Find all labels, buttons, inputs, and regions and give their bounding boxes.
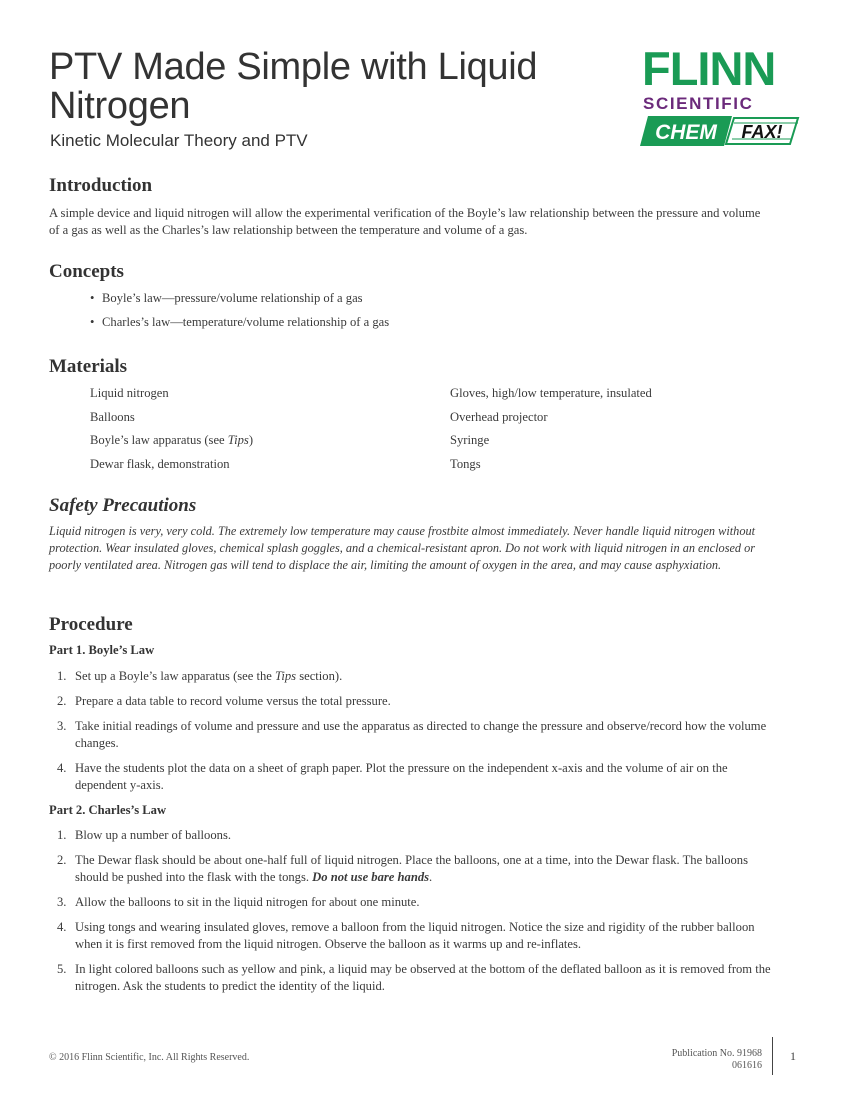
chemfax-fax-text: FAX! [741, 122, 783, 142]
document-subtitle: Kinetic Molecular Theory and PTV [50, 131, 308, 150]
publication-number: Publication No. 91968 [671, 1048, 762, 1059]
step-number: 3. [57, 719, 67, 733]
footer-divider [772, 1037, 773, 1075]
materials-row [90, 456, 750, 480]
logo-flinn-text: FLINN [642, 42, 776, 95]
material-item [90, 432, 253, 449]
step-number: 4. [57, 761, 67, 775]
concepts-list [90, 290, 389, 338]
concept-item: • Boyle’s law—pressure/volume relationship of a gas [90, 291, 363, 305]
procedure-step [49, 718, 779, 752]
step-text-part: The Dewar flask should be about one-half full of liquid nitrogen. Place the balloons, one at a time, into the Dewar flask. The balloons should be pushed into the flask with the tongs. [75, 853, 749, 884]
warning-text: Do not use bare hands [312, 870, 430, 884]
material-item: Overhead projector [450, 409, 548, 424]
part2-steps [49, 827, 779, 1003]
procedure-step [49, 894, 779, 911]
safety-heading: Safety Precautions [49, 495, 197, 516]
material-text: Boyle’s law apparatus (see [90, 433, 228, 447]
step-text: Blow up a number of balloons. [75, 828, 232, 842]
introduction-heading: Introduction [49, 175, 153, 196]
material-item: Liquid nitrogen [90, 386, 169, 400]
materials-row [90, 409, 750, 433]
tips-reference: Tips [275, 669, 297, 683]
concept-item: • Charles’s law—temperature/volume relationship of a gas [90, 315, 390, 329]
safety-text: Liquid nitrogen is very, very cold. The extremely low temperature may cause frostbite almost immediately. Never handle liquid nitrogen without protection. Wear insulated gloves, chemical splash goggles, and a chemical-resistant apron. Do not work with liquid nitrogen in an enclosed or poorly ventilated area. Nitrogen gas will tend to displace the air, limiting the amount of oxygen in the area, and may cause asphyxiation. [49, 524, 756, 572]
materials-row [90, 432, 750, 456]
step-text: Allow the balloons to sit in the liquid nitrogen for about one minute. [75, 895, 420, 909]
chemfax-badge [640, 114, 800, 150]
step-text-part: . [429, 870, 433, 884]
material-text: ) [248, 433, 254, 447]
material-item: Syringe [450, 433, 490, 447]
step-number: 3. [57, 895, 67, 909]
step-number: 1. [57, 669, 67, 683]
step-text: Take initial readings of volume and pressure and use the apparatus as directed to change the pressure and observe/record how the volume changes. [75, 719, 767, 750]
procedure-heading: Procedure [49, 614, 133, 635]
materials-table [90, 385, 750, 479]
step-number: 1. [57, 828, 67, 842]
step-number: 4. [57, 920, 67, 934]
material-item: Dewar flask, demonstration [90, 456, 230, 471]
publication-info [600, 1048, 762, 1072]
procedure-step [49, 668, 779, 685]
step-text: Prepare a data table to record volume versus the total pressure. [75, 694, 391, 708]
procedure-step [49, 852, 779, 886]
step-number: 2. [57, 853, 67, 867]
step-text-part: Set up a Boyle’s law apparatus (see the [75, 669, 276, 683]
part2-title: Part 2. Charles’s Law [49, 803, 167, 817]
tips-reference: Tips [227, 433, 249, 447]
procedure-step [49, 961, 779, 995]
part1-title: Part 1. Boyle’s Law [49, 643, 155, 657]
procedure-step [49, 760, 779, 794]
page-number: 1 [790, 1049, 796, 1063]
introduction-text: A simple device and liquid nitrogen will allow the experimental verification of the Boyle’s law relationship between the pressure and volume of a gas as well as the Charles’s law relationship between the temperature and volume of a gas. [49, 206, 761, 237]
step-text [75, 852, 775, 886]
copyright-notice: © 2016 Flinn Scientific, Inc. All Rights Reserved. [49, 1052, 250, 1063]
step-text: In light colored balloons such as yellow and pink, a liquid may be observed at the bottom of the deflated balloon as it is removed from the nitrogen. Ask the students to predict the identity of the liquid. [75, 962, 771, 993]
concept-item-text: Boyle’s law—pressure/volume relationship of a gas [102, 291, 363, 305]
publication-code: 061616 [732, 1060, 762, 1071]
document-title: PTV Made Simple with Liquid Nitrogen [49, 46, 538, 127]
step-number: 5. [57, 962, 67, 976]
flinn-chemfax-logo [640, 42, 802, 152]
concepts-heading: Concepts [49, 261, 124, 282]
procedure-step [49, 919, 779, 953]
step-text: Using tongs and wearing insulated gloves, remove a balloon from the liquid nitrogen. Notice the size and rigidity of the rubber balloon when it is first removed from the liquid nitrogen. Observe the balloon as it warms up and re-inflates. [75, 920, 755, 951]
step-number: 2. [57, 694, 67, 708]
material-item: Balloons [90, 409, 135, 424]
logo-scientific-text: SCIENTIFIC [643, 94, 754, 113]
step-text [75, 668, 775, 685]
material-item: Tongs [450, 456, 481, 471]
chemfax-chem-text: CHEM [655, 121, 717, 144]
materials-row [90, 385, 750, 409]
step-text-part: section). [296, 669, 343, 683]
chemfax-badge-graphic [640, 114, 800, 148]
procedure-step [49, 693, 779, 710]
materials-heading: Materials [49, 356, 128, 377]
material-item: Gloves, high/low temperature, insulated [450, 386, 652, 400]
step-text: Have the students plot the data on a sheet of graph paper. Plot the pressure on the independent x-axis and the volume of air on the dependent y-axis. [75, 761, 728, 792]
concept-item-text: Charles’s law—temperature/volume relationship of a gas [102, 315, 390, 329]
procedure-step [49, 827, 779, 844]
part1-steps [49, 668, 779, 802]
